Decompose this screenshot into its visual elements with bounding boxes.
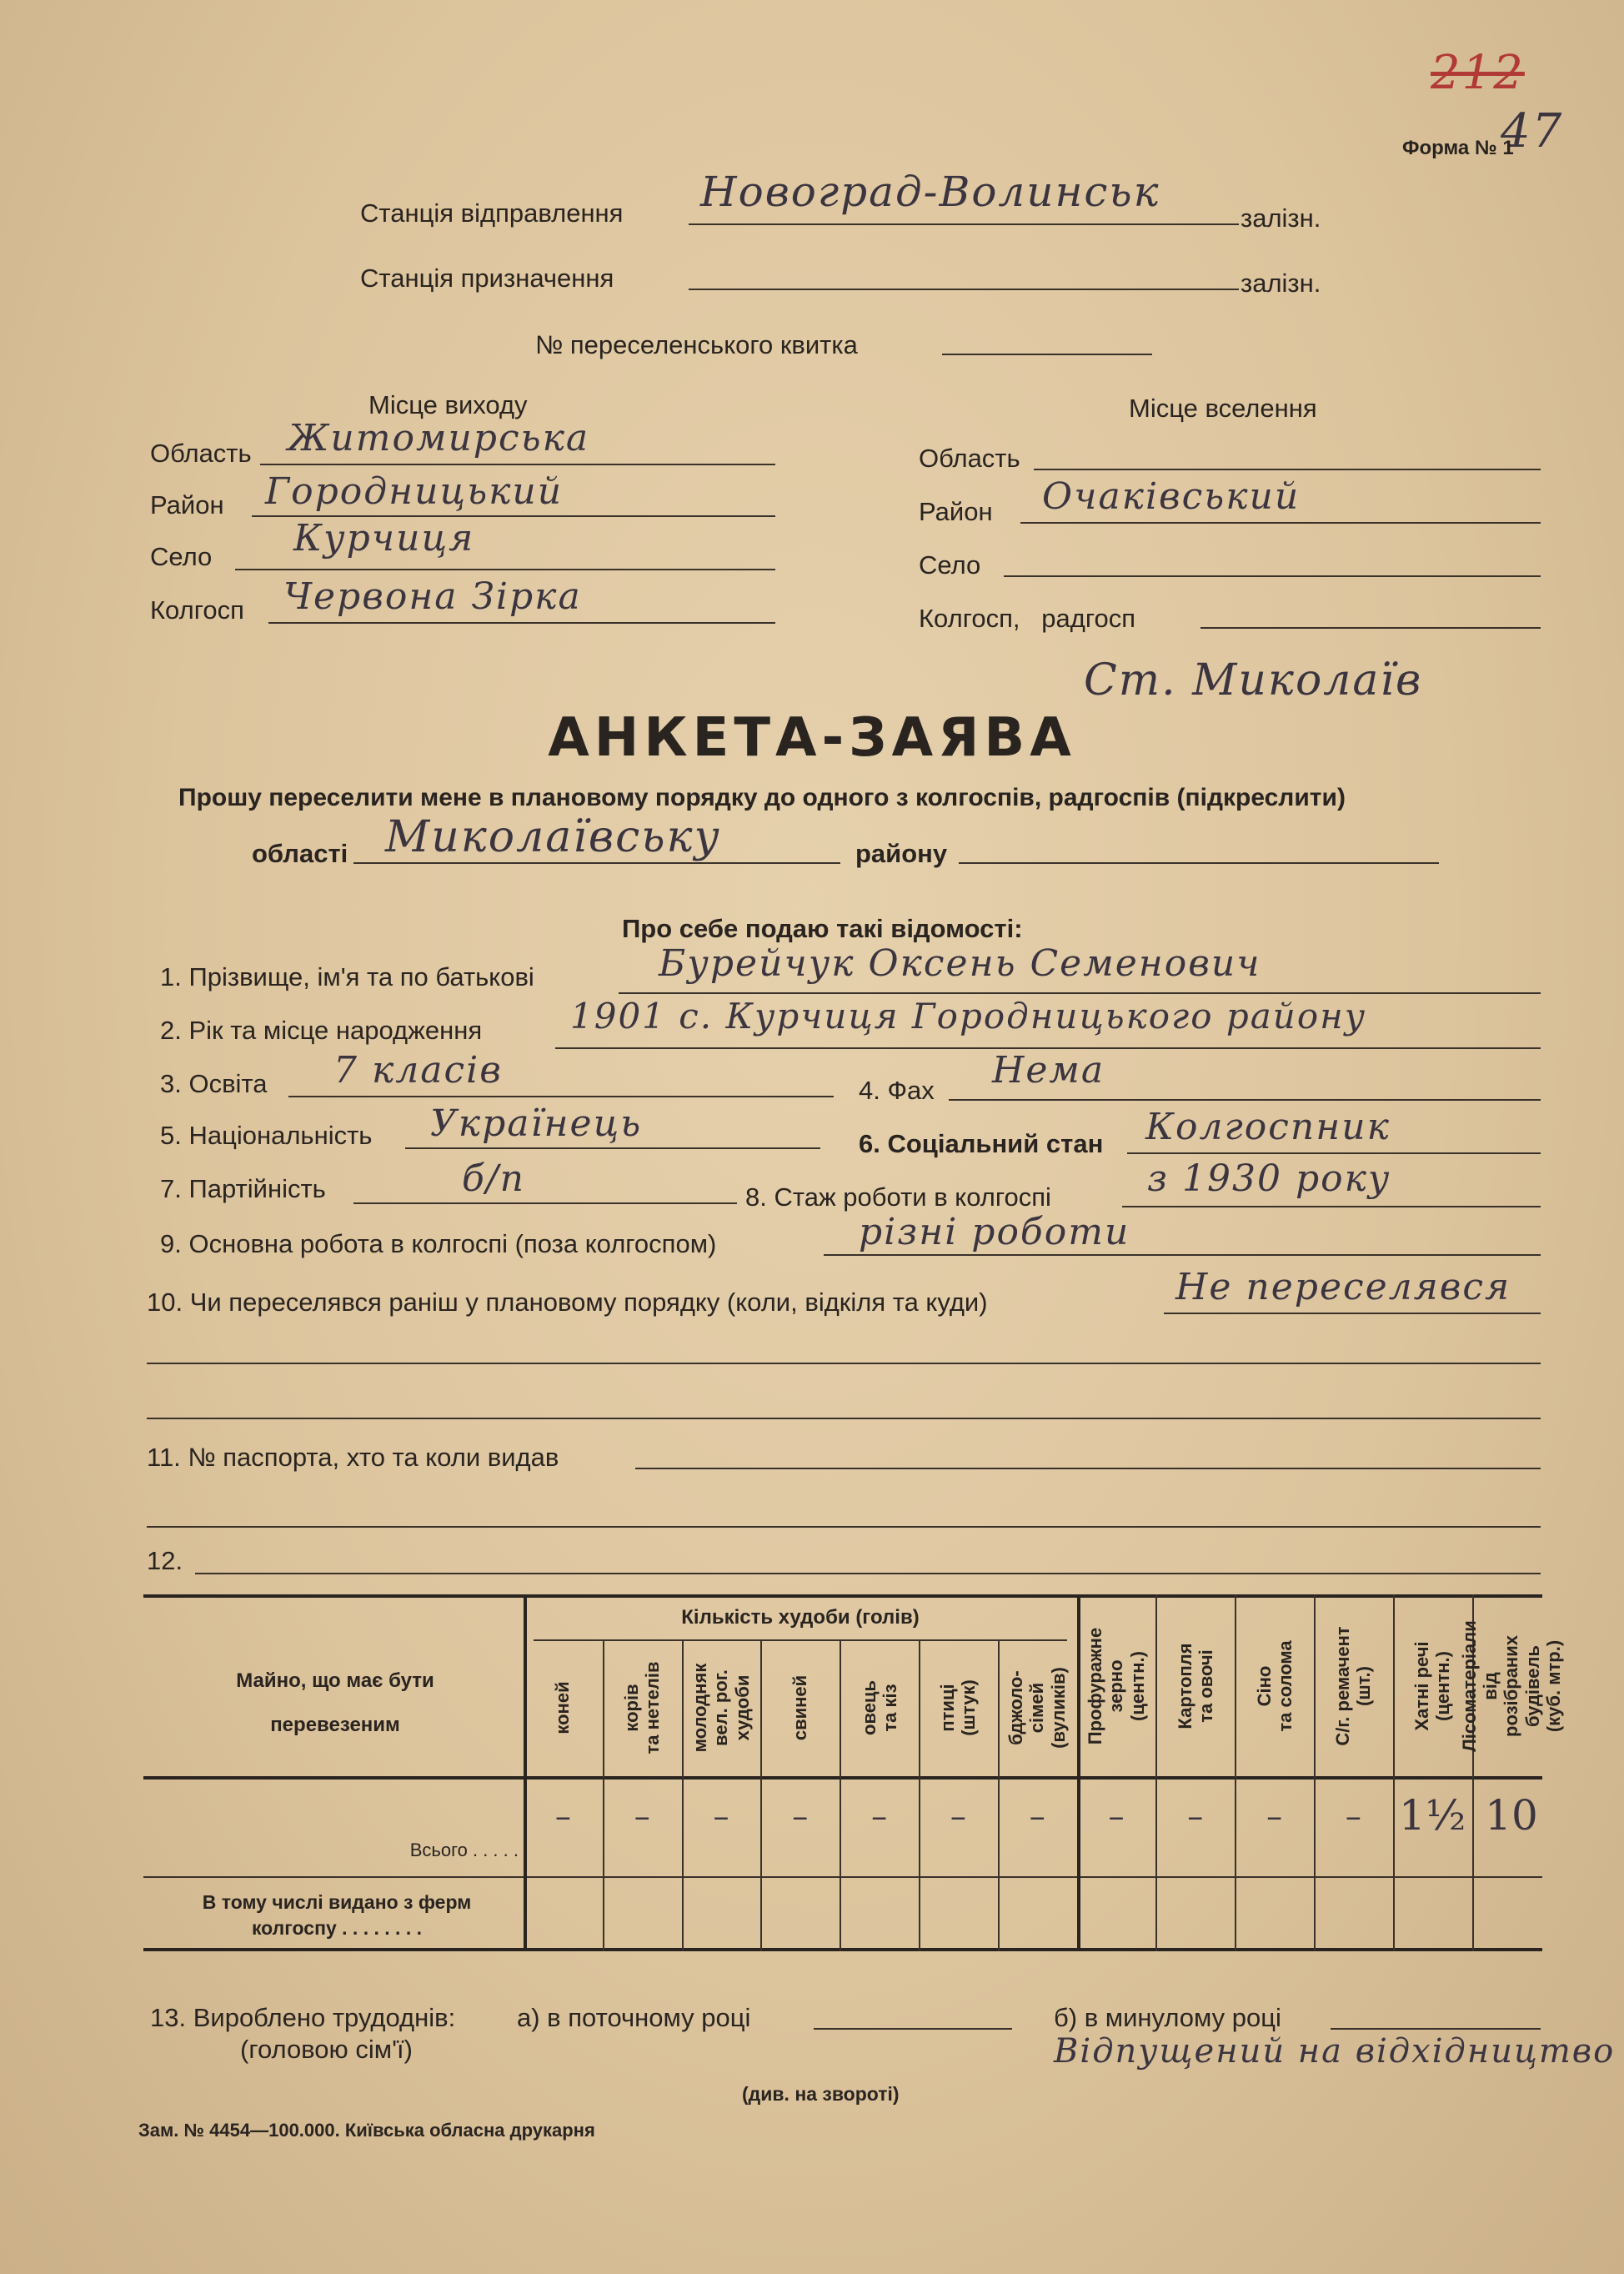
row-total-value: –	[1187, 1798, 1204, 1835]
row-total-value: 10	[1485, 1791, 1538, 1840]
row-total-value: –	[554, 1798, 571, 1835]
item-10-extra-line-1	[147, 1363, 1541, 1364]
row-total-value: –	[792, 1798, 809, 1835]
oblast-line-label: області	[252, 839, 348, 868]
table-column-header: Хатні речі (центн.)	[1411, 1641, 1454, 1731]
item-11-line	[635, 1468, 1541, 1469]
form-title: АНКЕТА-ЗАЯВА	[548, 707, 1076, 769]
info-heading: Про себе подаю такі відомості:	[622, 914, 1023, 943]
origin-kolhosp-value: Червона Зірка	[283, 575, 582, 618]
station-departure-label: Станція відправлення	[360, 198, 624, 228]
item-13-b-line	[1331, 2028, 1541, 2030]
origin-raion-label: Район	[150, 490, 224, 520]
origin-heading: Місце виходу	[368, 390, 528, 419]
oblast-line-line	[353, 862, 840, 864]
item-6-label: 6. Соціальний стан	[859, 1129, 1104, 1158]
destination-selo-line	[1004, 575, 1541, 577]
origin-selo-value: Курчиця	[293, 517, 475, 560]
ticket-line	[942, 354, 1152, 355]
item-2-value: 1901 с. Курчиця Городницького району	[570, 996, 1367, 1037]
destination-station-note: Ст. Миколаїв	[1084, 655, 1423, 705]
livestock-header-rule	[534, 1639, 1067, 1641]
archive-number: 47	[1501, 104, 1564, 158]
row-total-value: –	[1266, 1798, 1283, 1835]
origin-selo-line	[235, 569, 775, 570]
archive-number-crossed: 212	[1431, 46, 1525, 100]
item-13-a: а) в поточному році	[517, 2003, 751, 2032]
origin-oblast-line	[260, 464, 775, 465]
station-departure-suffix: залізн.	[1241, 203, 1321, 233]
table-column-header: коней	[552, 1681, 574, 1734]
item-7-value: б/п	[462, 1157, 526, 1200]
item-4-value: Нема	[992, 1049, 1105, 1092]
item-5-value: Українець	[430, 1102, 643, 1145]
item-3-label: 3. Освіта	[160, 1069, 268, 1098]
station-destination-label: Станція призначення	[360, 264, 614, 293]
see-reverse: (див. на звороті)	[742, 2083, 900, 2105]
station-departure-line	[689, 223, 1239, 225]
origin-kolhosp-line	[268, 622, 775, 624]
row-total-value: –	[871, 1798, 888, 1835]
item-7-line	[353, 1202, 737, 1204]
destination-kolhosp-line	[1200, 627, 1541, 629]
item-13-a-line	[814, 2028, 1012, 2030]
table-column-header: птиці (штук)	[937, 1679, 980, 1736]
item-4-label: 4. Фах	[859, 1076, 935, 1105]
table-bottom-border	[143, 1948, 1542, 1951]
item-6-value: Колгоспник	[1145, 1106, 1391, 1148]
item-8-label: 8. Стаж роботи в колгоспі	[745, 1182, 1051, 1212]
item-13-sub: (головою сім'ї)	[240, 2035, 413, 2064]
origin-kolhosp-label: Колгосп	[150, 595, 244, 625]
item-10-value: Не переселявся	[1175, 1266, 1511, 1308]
destination-oblast-label: Область	[919, 444, 1020, 473]
table-column-header: овець та кіз	[858, 1680, 900, 1735]
item-4-line	[949, 1099, 1541, 1101]
station-departure-value: Новоград-Волинськ	[700, 168, 1160, 216]
row-total-label: Всього . . . . .	[409, 1840, 519, 1860]
printer-line: Зам. № 4454—100.000. Київська обласна друкарня	[138, 2120, 595, 2141]
item-2-label: 2. Рік та місце народження	[160, 1016, 483, 1045]
table-column-header: корів та нетелів	[620, 1661, 664, 1754]
destination-kolhosp-label: Колгосп, радгосп	[919, 604, 1136, 633]
row-total-value: –	[1029, 1798, 1045, 1835]
table-column-header: бджоло- сімей (вуликів)	[1005, 1667, 1069, 1749]
origin-oblast-value: Житомирська	[288, 417, 590, 459]
item-1-label: 1. Прізвище, ім'я та по батькові	[160, 962, 534, 991]
item-7-label: 7. Партійність	[160, 1174, 326, 1203]
item-11-label: 11. № паспорта, хто та коли видав	[147, 1443, 559, 1472]
header-bottom-border	[143, 1776, 1542, 1780]
item-8-line	[1122, 1206, 1541, 1207]
table-column-header: молодняк вел. рог. худоби	[689, 1663, 753, 1753]
destination-heading: Місце вселення	[1129, 394, 1317, 423]
item-5-label: 5. Національність	[160, 1121, 373, 1150]
item-6-line	[1127, 1152, 1541, 1154]
item-13-label: 13. Вироблено трудоднів:	[150, 2003, 456, 2032]
destination-raion-label: Район	[919, 497, 993, 526]
request-text: Прошу переселити мене в плановому порядку до одного з колгоспів, радгоспів (підкреслити)	[178, 784, 1346, 811]
item-8-value: з 1930 року	[1147, 1157, 1391, 1200]
destination-selo-label: Село	[919, 550, 981, 580]
table-column-header: Картопля та овочі	[1174, 1643, 1216, 1729]
row-total-value: –	[1345, 1798, 1361, 1835]
row-total-value: 1½	[1399, 1791, 1466, 1840]
row-farm-label: В тому числі видано з ферм колгоспу . . . . . . . .	[202, 1891, 472, 1940]
item-3-line	[288, 1096, 834, 1097]
ticket-label: № переселенського квитка	[535, 330, 858, 359]
property-table	[143, 1594, 1564, 1951]
table-col-line	[1235, 1594, 1236, 1951]
form-label: Форма № 1	[1402, 137, 1514, 159]
item-5-line	[405, 1147, 820, 1149]
table-column-header: свиней	[789, 1674, 811, 1741]
item-3-value: 7 класів	[333, 1049, 503, 1092]
item-9-line	[824, 1254, 1541, 1256]
row-divider	[143, 1876, 1542, 1878]
station-destination-suffix: залізн.	[1241, 269, 1321, 298]
row-total-value: –	[950, 1798, 966, 1835]
item-10-extra-line-2	[147, 1418, 1541, 1419]
item-1-value: Бурейчук Оксень Семенович	[659, 942, 1261, 985]
livestock-header: Кількість худоби (голів)	[681, 1606, 920, 1629]
destination-raion-line	[1020, 522, 1541, 524]
origin-oblast-label: Область	[150, 439, 252, 468]
origin-raion-value: Городницький	[265, 470, 564, 513]
item-10-label: 10. Чи переселявся раніш у плановому порядку (коли, відкіля та куди)	[147, 1288, 988, 1317]
origin-selo-label: Село	[150, 542, 213, 571]
table-column-header: Лісоматеріали від розібраних будівель (куб. мтр.)	[1458, 1620, 1564, 1752]
item-11-extra-line	[147, 1526, 1541, 1528]
destination-oblast-line	[1034, 469, 1541, 470]
destination-raion-value: Очаківський	[1042, 475, 1301, 518]
table-column-header: С/г. ремачент (шт.)	[1332, 1626, 1375, 1746]
row-total-value: –	[634, 1798, 650, 1835]
table-col-line	[840, 1639, 841, 1951]
table-column-header: Профуражне зерно (центн.)	[1085, 1627, 1148, 1745]
item-12-line	[195, 1573, 1541, 1574]
item-10-line	[1164, 1313, 1541, 1314]
oblast-line-value: Миколаївську	[385, 812, 721, 862]
property-label: Майно, що має бути перевезеним	[236, 1669, 434, 1736]
station-destination-line	[689, 289, 1239, 290]
item-13-note: Відпущений на відхідництво	[1054, 2032, 1616, 2071]
table-top-border	[143, 1594, 1542, 1598]
row-total-value: –	[1108, 1798, 1125, 1835]
oblast-line-suffix: району	[855, 839, 948, 868]
raion-line	[959, 862, 1439, 864]
item-9-label: 9. Основна робота в колгоспі (поза колгоспом)	[160, 1229, 717, 1258]
table-column-header: Сіно та солома	[1253, 1640, 1296, 1732]
item-13-b: б) в минулому році	[1054, 2003, 1281, 2032]
row-total-value: –	[713, 1798, 729, 1835]
item-1-line	[619, 992, 1541, 994]
item-9-value: різні роботи	[859, 1211, 1130, 1253]
item-12-label: 12.	[147, 1546, 183, 1575]
